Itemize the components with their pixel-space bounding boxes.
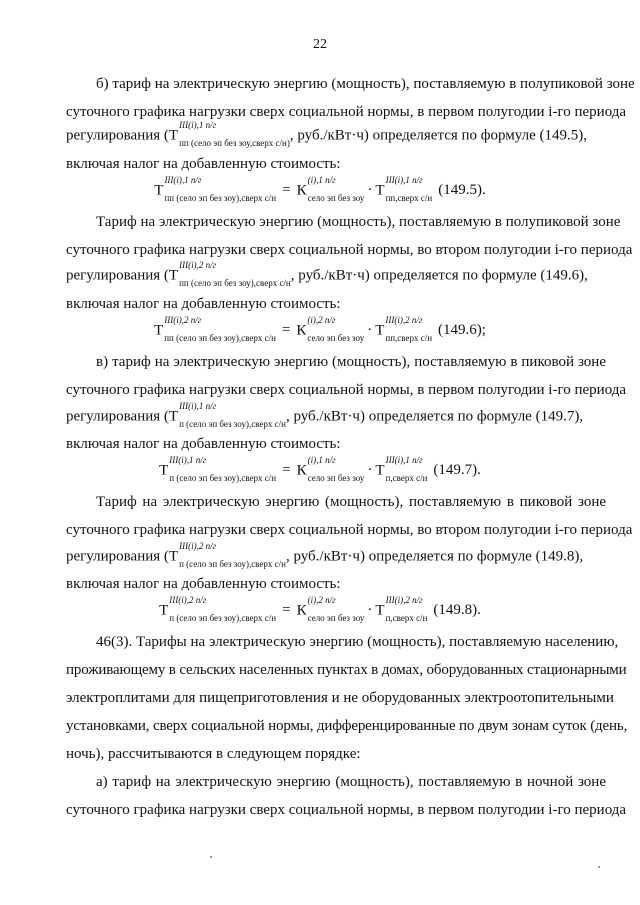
p4-tariff-sub: п (село эп без зоу),сверх с/н <box>179 559 286 569</box>
f1-k-indices <box>307 175 365 203</box>
f2-rhs-indices <box>385 315 433 343</box>
f4-lhs-symbol: Т <box>159 602 169 619</box>
scan-speck <box>210 856 212 858</box>
p2-line3 <box>66 260 588 288</box>
p2-tariff-symbol: Т <box>168 267 179 284</box>
formula-149-6 <box>0 315 640 343</box>
p2-line3-pre: регулирования ( <box>66 267 169 284</box>
p3-line2: суточного графика нагрузки сверх социальной нормы, в первом полугодии i-го периода <box>66 382 627 398</box>
p4-line3 <box>66 541 584 569</box>
p4-tariff-sup: III(i),2 п/г <box>179 541 217 551</box>
p3-tariff-sup: III(i),1 п/г <box>179 401 217 411</box>
f3-rhs-sub: п,сверх с/н <box>385 473 428 483</box>
f2-dot: · <box>367 322 373 339</box>
p4-line1: Тариф на электрическую энергию (мощность), поставляемую в пиковой зоне <box>96 494 606 510</box>
formula-149-5 <box>0 175 640 203</box>
f1-rhs-sup: III(i),1 п/г <box>385 175 423 185</box>
p2-tariff-sup: III(i),2 п/г <box>179 260 217 270</box>
p1-tariff-indices <box>179 120 290 148</box>
f4-rhs-symbol: Т <box>375 602 385 619</box>
f3-lhs-sup: III(i),1 п/г <box>169 455 207 465</box>
f3-dot: · <box>367 462 373 479</box>
p5-line3: электроплитами для пищеприготовления и не оборудованных электроотопительными <box>66 690 614 706</box>
p4-line4: включая налог на добавленную стоимость: <box>66 576 341 592</box>
f4-rhs-indices <box>385 595 428 623</box>
p4-tariff-indices <box>179 541 286 569</box>
f4-lhs-sub: п (село эп без зоу),сверх с/н <box>169 613 277 623</box>
f3-rhs-indices <box>385 455 428 483</box>
f2-lhs-indices <box>164 315 276 343</box>
f2-k-symbol: К <box>296 322 307 339</box>
p2-line2: суточного графика нагрузки сверх социальной нормы, во втором полугодии i-го периода <box>66 242 633 258</box>
f1-rhs-symbol: Т <box>375 182 385 199</box>
p1-tariff-sub: пп (село эп без зоу,сверх с/н) <box>179 138 290 148</box>
f3-rhs-symbol: Т <box>375 462 385 479</box>
f3-number: (149.7). <box>433 462 481 479</box>
f4-number: (149.8). <box>433 602 481 619</box>
f2-k-sup: (i),2 п/г <box>307 315 336 325</box>
f3-lhs-symbol: Т <box>159 462 169 479</box>
f2-rhs-symbol: Т <box>375 322 385 339</box>
f1-equals: = <box>282 182 291 199</box>
p3-line1: в) тариф на электрическую энергию (мощность), поставляемую в пиковой зоне <box>96 354 606 370</box>
p3-tariff-symbol: Т <box>168 408 179 425</box>
p1-line2: суточного графика нагрузки сверх социальной нормы, в первом полугодии i-го периода <box>66 104 627 120</box>
p5-line1: 46(3). Тарифы на электрическую энергию (мощность), поставляемую населению, <box>96 634 619 650</box>
f2-lhs-sub: пп (село эп без зоу),сверх с/н <box>164 333 276 343</box>
p3-line3-pre: регулирования ( <box>66 408 169 425</box>
p1-line1: б) тариф на электрическую энергию (мощность), поставляемую в полупиковой зоне <box>96 76 635 92</box>
p6-line1: а) тариф на электрическую энергию (мощность), поставляемую в ночной зоне <box>96 774 606 790</box>
p2-line1: Тариф на электрическую энергию (мощность), поставляемую в полупиковой зоне <box>96 214 621 230</box>
f1-dot: · <box>367 182 373 199</box>
formula-149-7 <box>0 455 640 483</box>
p1-line3-post: , руб./кВт·ч) определяется по формуле (149.5), <box>289 127 587 144</box>
f4-lhs-sup: III(i),2 п/г <box>169 595 207 605</box>
f1-lhs-sup: III(i),1 п/г <box>164 175 202 185</box>
p1-line3 <box>66 120 587 148</box>
p4-line2: суточного графика нагрузки сверх социальной нормы, во втором полугодии i-го периода <box>66 522 633 538</box>
p5-line5: ночь), рассчитываются в следующем порядке: <box>66 746 361 762</box>
f2-rhs-sub: пп,сверх с/н <box>385 333 433 343</box>
p2-tariff-indices <box>179 260 291 288</box>
f3-k-indices <box>307 455 365 483</box>
p6-line2: суточного графика нагрузки сверх социальной нормы, в первом полугодии i-го периода <box>66 802 627 818</box>
f1-k-sub: село эп без зоу <box>307 193 365 203</box>
p2-line4: включая налог на добавленную стоимость: <box>66 296 341 312</box>
f1-rhs-indices <box>385 175 433 203</box>
f3-lhs-indices <box>169 455 277 483</box>
f1-rhs-sub: пп,сверх с/н <box>385 193 433 203</box>
p2-line3-post: , руб./кВт·ч) определяется по формуле (149.6), <box>290 267 588 284</box>
p5-line4: установками, сверх социальной нормы, дифференцированные по двум зонам суток (день, <box>66 718 628 734</box>
f4-rhs-sub: п,сверх с/н <box>385 613 428 623</box>
f3-k-sub: село эп без зоу <box>307 473 365 483</box>
f2-lhs-symbol: Т <box>154 322 164 339</box>
p3-line3-post: , руб./кВт·ч) определяется по формуле (149.7), <box>285 408 584 425</box>
f2-rhs-sup: III(i),2 п/г <box>385 315 423 325</box>
f4-dot: · <box>367 602 373 619</box>
formula-149-8 <box>0 595 640 623</box>
f1-lhs-symbol: Т <box>154 182 164 199</box>
f1-k-sup: (i),1 п/г <box>307 175 336 185</box>
p3-line3 <box>66 401 584 429</box>
p4-line3-pre: регулирования ( <box>66 548 169 565</box>
f4-lhs-indices <box>169 595 277 623</box>
f1-k-symbol: К <box>296 182 307 199</box>
f2-k-indices <box>307 315 365 343</box>
p3-tariff-indices <box>179 401 286 429</box>
f4-k-sup: (i),2 п/г <box>307 595 336 605</box>
p3-line4: включая налог на добавленную стоимость: <box>66 436 341 452</box>
f2-k-sub: село эп без зоу <box>307 333 365 343</box>
p4-tariff-symbol: Т <box>168 548 179 565</box>
p1-line3-pre: регулирования ( <box>66 127 169 144</box>
f3-k-symbol: К <box>296 462 307 479</box>
f1-lhs-sub: пп (село эп без зоу),сверх с/н <box>164 193 277 203</box>
f2-lhs-sup: III(i),2 п/г <box>164 315 202 325</box>
f3-equals: = <box>282 462 291 479</box>
f4-k-symbol: К <box>296 602 307 619</box>
page-number: 22 <box>313 37 327 52</box>
p3-tariff-sub: п (село эп без зоу),сверх с/н <box>179 419 286 429</box>
f4-equals: = <box>282 602 291 619</box>
f2-number: (149.6); <box>438 322 486 339</box>
f4-k-sub: село эп без зоу <box>307 613 365 623</box>
p5-line2: проживающему в сельских населенных пунктах в домах, оборудованных стационарными <box>66 662 627 678</box>
scan-speck <box>598 866 600 868</box>
f3-k-sup: (i),1 п/г <box>307 455 336 465</box>
f1-lhs-indices <box>164 175 277 203</box>
f2-equals: = <box>281 322 291 339</box>
p1-line4: включая налог на добавленную стоимость: <box>66 156 341 172</box>
f3-rhs-sup: III(i),1 п/г <box>385 455 423 465</box>
p2-tariff-sub: пп (село эп без зоу),сверх с/н <box>179 278 291 288</box>
p1-tariff-symbol: Т <box>168 127 179 144</box>
f3-lhs-sub: п (село эп без зоу),сверх с/н <box>169 473 277 483</box>
p1-tariff-sup: III(i),1 п/г <box>179 120 217 130</box>
p4-line3-post: , руб./кВт·ч) определяется по формуле (149.8), <box>285 548 584 565</box>
f4-rhs-sup: III(i),2 п/г <box>385 595 423 605</box>
f4-k-indices <box>307 595 365 623</box>
f1-number: (149.5). <box>438 182 486 199</box>
